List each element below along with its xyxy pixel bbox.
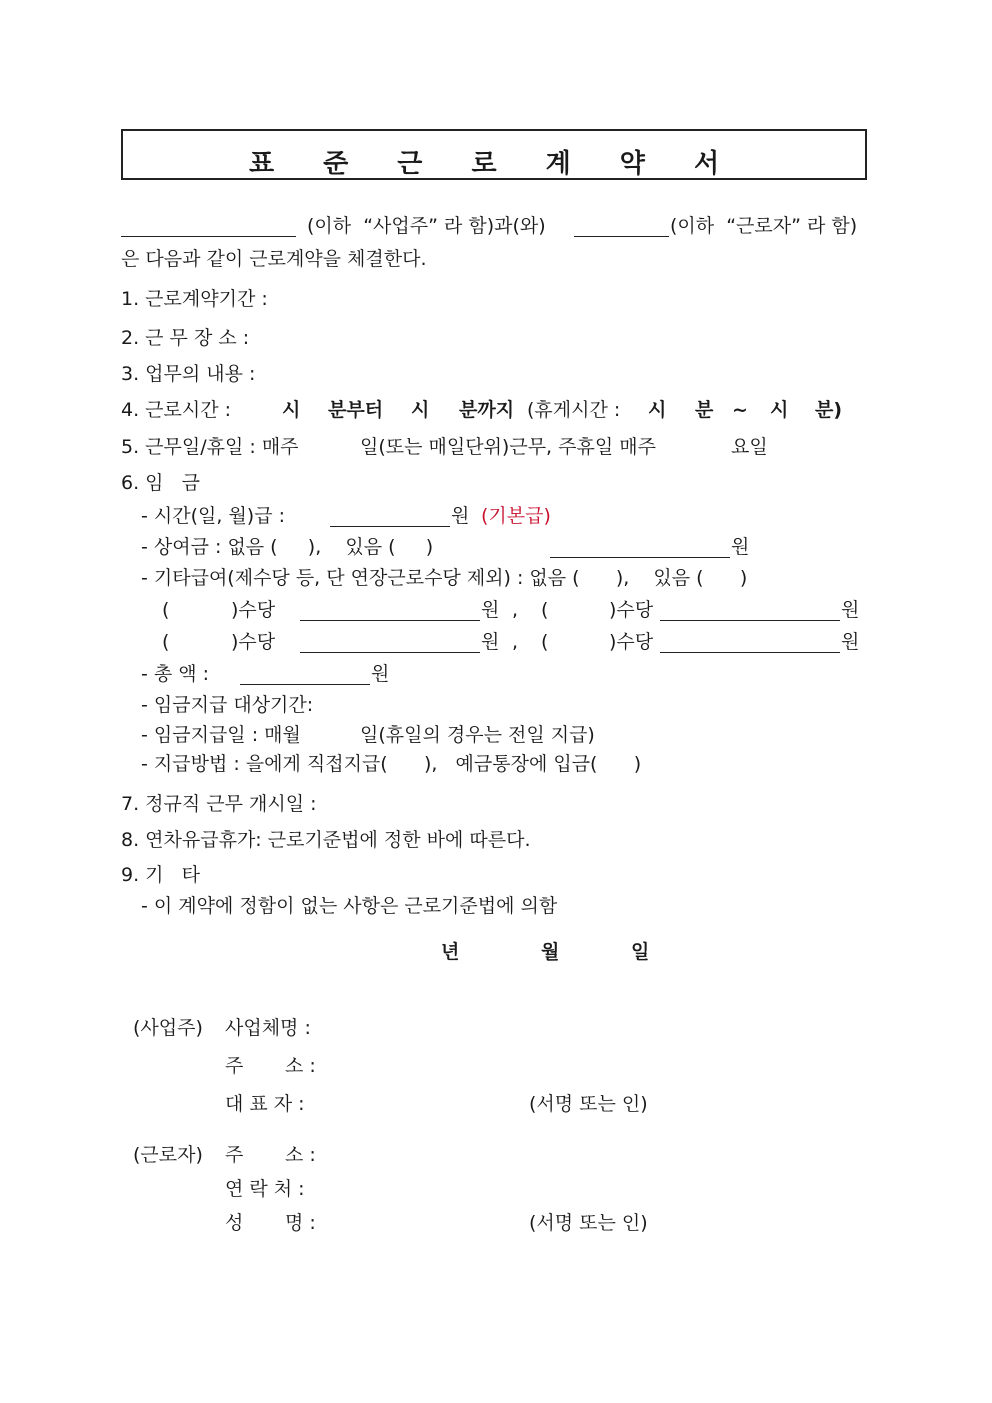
intro-line-2: 은 다음과 같이 근로계약을 체결한다. <box>121 248 427 270</box>
worker-tag: (근로자) <box>133 1144 203 1166</box>
item-start-date: 7. 정규직 근무 개시일 : <box>121 793 317 815</box>
worker-contact: 연 락 처 : <box>225 1178 305 1200</box>
allowance-2-won: 원 <box>841 599 860 621</box>
item-workdays-c: 요일 <box>731 436 768 458</box>
item-working-hours-label: 4. 근로시간 : <box>121 399 232 421</box>
hours-si-2: 시 <box>411 399 430 421</box>
document-title: 표 준 근 로 계 약 서 <box>248 149 740 179</box>
break-si-1: 시 <box>648 399 667 421</box>
allowance-2-open: ( <box>541 599 549 621</box>
allowance-3-open: ( <box>162 631 170 653</box>
total-won: 원 <box>371 663 390 685</box>
hours-si-1: 시 <box>282 399 301 421</box>
allowance-3-blank[interactable] <box>300 652 480 653</box>
worker-addr-b: 소 : <box>285 1144 316 1166</box>
allowance-2-close: )수당 <box>609 599 654 621</box>
break-tilde: ~ <box>732 399 748 421</box>
break-si-2: 시 <box>770 399 789 421</box>
allowance-1-blank[interactable] <box>300 620 480 621</box>
employer-addr-a: 주 <box>225 1055 244 1077</box>
worker-reference: (이하 “근로자” 라 함) <box>670 215 858 237</box>
item-job-description: 3. 업무의 내용 : <box>121 363 256 385</box>
bonus-label: - 상여금 : 없음 ( ), 있음 ( ) <box>141 536 434 558</box>
allowance-3-won: 원 <box>481 631 500 653</box>
title-box <box>121 129 867 180</box>
basic-pay-note: (기본급) <box>481 505 551 527</box>
worker-name-b: 명 : <box>285 1212 316 1234</box>
item-annual-leave: 8. 연차유급휴가: 근로기준법에 정한 바에 따른다. <box>121 829 531 851</box>
item-contract-period: 1. 근로계약기간 : <box>121 288 268 310</box>
worker-addr-a: 주 <box>225 1144 244 1166</box>
item-workdays-a: 5. 근무일/휴일 : 매주 <box>121 436 299 458</box>
allowance-1-comma: , <box>512 599 519 621</box>
worker-name-blank[interactable] <box>574 236 669 237</box>
item-other: 9. 기 타 <box>121 864 200 886</box>
allowance-3-comma: , <box>512 631 519 653</box>
allowance-3-close: )수당 <box>231 631 276 653</box>
hourly-wage-label: - 시간(일, 월)급 : <box>141 505 286 527</box>
item-workdays-b: 일(또는 매일단위)근무, 주휴일 매주 <box>360 436 656 458</box>
employer-sign[interactable]: (서명 또는 인) <box>529 1093 648 1115</box>
allowance-4-close: )수당 <box>609 631 654 653</box>
allowance-2-blank[interactable] <box>660 620 840 621</box>
item-other-sub: - 이 계약에 정함이 없는 사항은 근로기준법에 의함 <box>141 895 558 917</box>
hours-bunkkaji: 분까지 <box>459 399 515 421</box>
hourly-wage-blank[interactable] <box>330 526 450 527</box>
employer-addr-b: 소 : <box>285 1055 316 1077</box>
hourly-wage-won: 원 <box>451 505 470 527</box>
other-pay-label: - 기타급여(제수당 등, 단 연장근로수당 제외) : 없음 ( ), 있음 ( ) <box>141 567 748 589</box>
hours-bunbuteo: 분부터 <box>328 399 384 421</box>
payday-a: - 임금지급일 : 매월 <box>141 724 301 746</box>
break-time-label: (휴게시간 : <box>527 399 621 421</box>
payday-b: 일(휴일의 경우는 전일 지급) <box>360 724 595 746</box>
bonus-amount-blank[interactable] <box>550 557 730 558</box>
allowance-1-close: )수당 <box>231 599 276 621</box>
bonus-won: 원 <box>731 536 750 558</box>
allowance-1-won: 원 <box>481 599 500 621</box>
pay-period: - 임금지급 대상기간: <box>141 694 314 716</box>
allowance-4-open: ( <box>541 631 549 653</box>
pay-method: - 지급방법 : 을에게 직접지급( ), 예금통장에 입금( ) <box>141 753 642 775</box>
date-year: 년 <box>441 941 460 963</box>
break-bun-1: 분 <box>695 399 714 421</box>
allowance-1-open: ( <box>162 599 170 621</box>
date-month: 월 <box>541 941 560 963</box>
employer-reference: (이하 “사업주” 라 함)과(와) <box>307 215 546 237</box>
date-day: 일 <box>631 941 650 963</box>
worker-name-a: 성 <box>225 1212 244 1234</box>
item-workplace: 2. 근 무 장 소 : <box>121 327 250 349</box>
break-bun-2: 분) <box>815 399 843 421</box>
allowance-4-blank[interactable] <box>660 652 840 653</box>
employer-biz-name: 사업체명 : <box>225 1017 311 1039</box>
employer-rep: 대 표 자 : <box>225 1093 305 1115</box>
employer-tag: (사업주) <box>133 1017 203 1039</box>
total-blank[interactable] <box>240 684 370 685</box>
item-wage: 6. 임 금 <box>121 472 200 494</box>
allowance-4-won: 원 <box>841 631 860 653</box>
employer-name-blank[interactable] <box>121 236 296 237</box>
worker-sign[interactable]: (서명 또는 인) <box>529 1212 648 1234</box>
total-label: - 총 액 : <box>141 663 210 685</box>
